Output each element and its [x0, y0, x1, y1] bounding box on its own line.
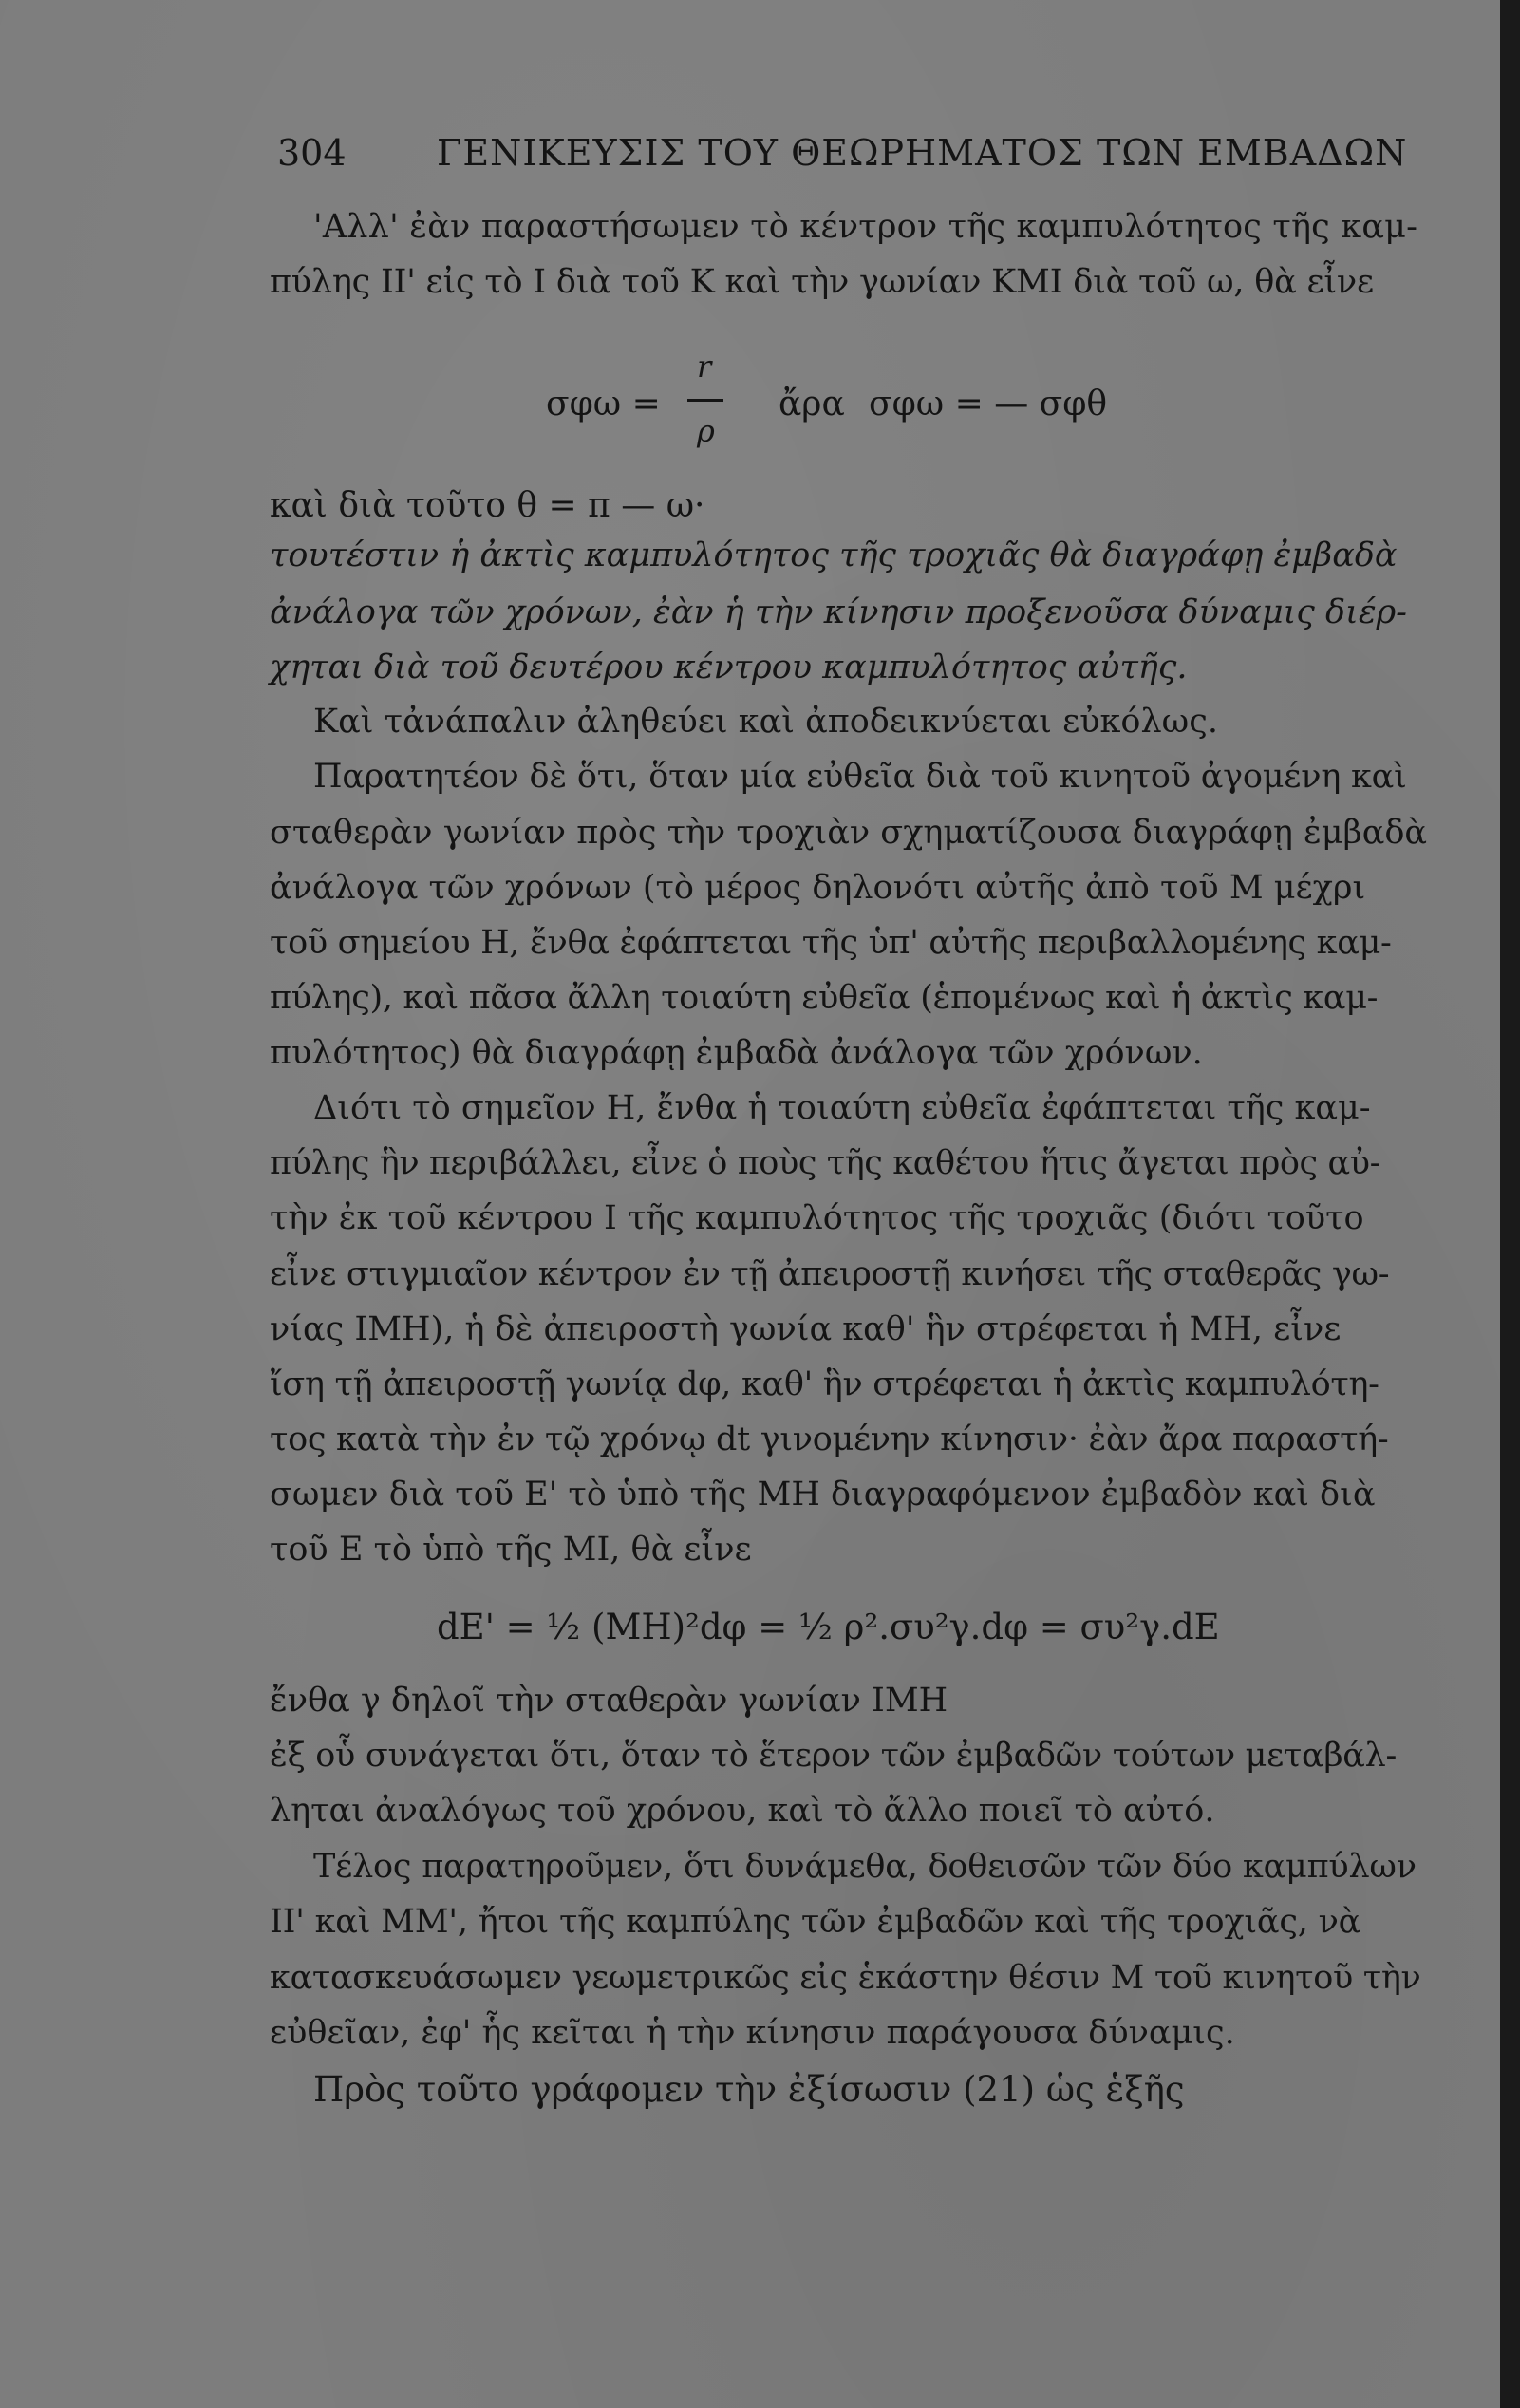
formula-area-differential: dE' = ½ (ΜΗ)²dφ = ½ ρ².συ²γ.dφ = συ²γ.dE	[437, 1607, 1220, 1647]
formula1-word: ἄρα	[779, 385, 845, 423]
text-line-21: σωμεν διὰ τοῦ Ε' τὸ ὑπὸ τῆς ΜΗ διαγραφόμενον ἐμβαδὸν καὶ διὰ	[270, 1476, 1376, 1514]
text-line-11: τοῦ σημείου Η, ἔνθα ἐφάπτεται τῆς ὑπ' αὐτῆς περιβαλλομένης καμ-	[270, 924, 1392, 962]
text-line-25: ληται ἀναλόγως τοῦ χρόνου, καὶ τὸ ἄλλο ποιεῖ τὸ αὐτό.	[270, 1792, 1215, 1830]
text-line-2: πύλης ΙΙ' εἰς τὸ Ι διὰ τοῦ Κ καὶ τὴν γωνίαν ΚΜΙ διὰ τοῦ ω, θὰ εἶνε	[270, 263, 1374, 301]
text-line-17: εἶνε στιγμιαῖον κέντρον ἐν τῇ ἀπειροστῇ κινήσει τῆς σταθερᾶς γω-	[270, 1255, 1390, 1293]
text-line-16: τὴν ἐκ τοῦ κέντρου Ι τῆς καμπυλότητος τῆς τροχιᾶς (διότι τοῦτο	[270, 1199, 1364, 1237]
text-line-7: Καὶ τἀνάπαλιν ἀληθεύει καὶ ἀποδεικνύεται εὐκόλως.	[313, 703, 1218, 741]
book-spine-edge	[1500, 0, 1520, 2408]
text-line-27: ΙΙ' καὶ ΜΜ', ἤτοι τῆς καμπύλης τῶν ἐμβαδῶν καὶ τῆς τροχιᾶς, νὰ	[270, 1903, 1361, 1941]
text-line-26: Τέλος παρατηροῦμεν, ὅτι δυνάμεθα, δοθεισῶν τῶν δύο καμπύλων	[313, 1848, 1417, 1886]
text-line-14: Διότι τὸ σημεῖον Η, ἔνθα ἡ τοιαύτη εὐθεῖα ἐφάπτεται τῆς καμ-	[313, 1089, 1371, 1127]
text-line-18: νίας ΙΜΗ), ἡ δὲ ἀπειροστὴ γωνία καθ' ἣν στρέφεται ἡ ΜΗ, εἶνε	[270, 1310, 1342, 1348]
text-line-30: Πρὸς τοῦτο γράφομεν τὴν ἐξίσωσιν (21) ὡς ἑξῆς	[313, 2069, 1185, 2110]
fraction-bar	[687, 399, 723, 402]
text-line-3: καὶ διὰ τοῦτο θ = π — ω·	[270, 486, 705, 525]
formula1-numerator: r	[697, 348, 712, 385]
text-line-23: ἔνθα γ δηλοῖ τὴν σταθερὰν γωνίαν ΙΜΗ	[270, 1682, 948, 1720]
text-line-9: σταθερὰν γωνίαν πρὸς τὴν τροχιὰν σχηματίζουσα διαγράφῃ ἐμβαδὰ	[270, 814, 1428, 852]
text-line-4: τουτέστιν ἡ ἀκτὶς καμπυλότητος τῆς τροχιᾶς θὰ διαγράφῃ ἐμβαδὰ	[270, 536, 1398, 574]
formula1-denominator: ρ	[697, 413, 715, 449]
text-line-19: ἴση τῇ ἀπειροστῇ γωνίᾳ dφ, καθ' ἣν στρέφεται ἡ ἀκτὶς καμπυλότη-	[270, 1365, 1379, 1403]
text-line-22: τοῦ Ε τὸ ὑπὸ τῆς ΜΙ, θὰ εἶνε	[270, 1531, 752, 1569]
text-line-6: χηται διὰ τοῦ δευτέρου κέντρου καμπυλότητος αὐτῆς.	[270, 649, 1188, 687]
text-line-13: πυλότητος) θὰ διαγράφῃ ἐμβαδὰ ἀνάλογα τῶν χρόνων.	[270, 1034, 1203, 1072]
running-title: ΓΕΝΙΚΕΥΣΙΣ ΤΟΥ ΘΕΩΡΗΜΑΤΟΣ ΤΩΝ ΕΜΒΑΔΩΝ	[437, 132, 1408, 174]
text-line-1: 'Αλλ' ἐὰν παραστήσωμεν τὸ κέντρον τῆς καμπυλότητος τῆς καμ-	[313, 208, 1418, 246]
formula1-lhs: σφω =	[546, 385, 661, 423]
text-line-24: ἐξ οὗ συνάγεται ὅτι, ὅταν τὸ ἕτερον τῶν ἐμβαδῶν τούτων μεταβάλ-	[270, 1737, 1397, 1775]
text-line-12: πύλης), καὶ πᾶσα ἄλλη τοιαύτη εὐθεῖα (ἑπομένως καὶ ἡ ἀκτὶς καμ-	[270, 979, 1379, 1017]
text-line-15: πύλης ἣν περιβάλλει, εἶνε ὁ ποὺς τῆς καθέτου ἥτις ἄγεται πρὸς αὐ-	[270, 1144, 1381, 1182]
text-line-8: Παρατητέον δὲ ὅτι, ὅταν μία εὐθεῖα διὰ τοῦ κινητοῦ ἀγομένη καὶ	[313, 758, 1407, 796]
page-number: 304	[277, 132, 347, 174]
text-line-10: ἀνάλογα τῶν χρόνων (τὸ μέρος δηλονότι αὐτῆς ἀπὸ τοῦ Μ μέχρι	[270, 869, 1366, 907]
text-line-5: ἀνάλογα τῶν χρόνων, ἐὰν ἡ τὴν κίνησιν προξενοῦσα δύναμις διέρ-	[270, 593, 1407, 631]
formula1-rhs: σφω = — σφθ	[869, 385, 1108, 423]
text-line-28: κατασκευάσωμεν γεωμετρικῶς εἰς ἑκάστην θέσιν Μ τοῦ κινητοῦ τὴν	[270, 1959, 1421, 1997]
text-line-29: εὐθεῖαν, ἐφ' ἧς κεῖται ἡ τὴν κίνησιν παράγουσα δύναμις.	[270, 2014, 1235, 2052]
text-line-20: τος κατὰ τὴν ἐν τῷ χρόνῳ dt γινομένην κίνησιν· ἐὰν ἄρα παραστή-	[270, 1420, 1389, 1458]
